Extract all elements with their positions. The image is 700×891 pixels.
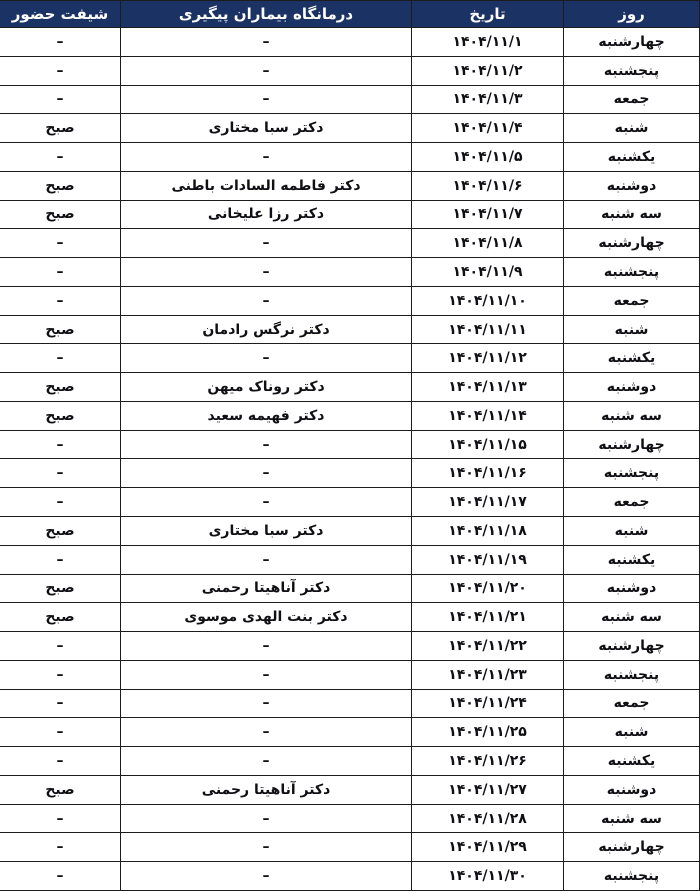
cell-date: ۱۴۰۴/۱۱/۲۹ xyxy=(412,833,564,862)
cell-shift: – xyxy=(0,286,121,315)
cell-shift: صبح xyxy=(0,401,121,430)
table-row xyxy=(0,28,700,57)
table-body xyxy=(0,28,700,891)
cell-clinic: – xyxy=(121,258,412,287)
cell-day: دوشنبه xyxy=(564,373,700,402)
cell-day: چهارشنبه xyxy=(564,229,700,258)
cell-day: یکشنبه xyxy=(564,143,700,172)
cell-date: ۱۴۰۴/۱۱/۲۰ xyxy=(412,574,564,603)
table-row xyxy=(0,804,700,833)
cell-clinic: – xyxy=(121,56,412,85)
cell-clinic: – xyxy=(121,488,412,517)
cell-shift: – xyxy=(0,545,121,574)
cell-shift: – xyxy=(0,229,121,258)
cell-day: سه شنبه xyxy=(564,200,700,229)
cell-date: ۱۴۰۴/۱۱/۱۱ xyxy=(412,315,564,344)
cell-shift: – xyxy=(0,459,121,488)
cell-day: شنبه xyxy=(564,315,700,344)
cell-day: دوشنبه xyxy=(564,775,700,804)
cell-day: پنجشنبه xyxy=(564,258,700,287)
cell-day: چهارشنبه xyxy=(564,833,700,862)
table-row xyxy=(0,574,700,603)
cell-shift: – xyxy=(0,833,121,862)
cell-shift: – xyxy=(0,660,121,689)
table-row xyxy=(0,171,700,200)
table-row xyxy=(0,85,700,114)
cell-clinic: – xyxy=(121,632,412,661)
header-row xyxy=(0,1,700,28)
cell-clinic: دکتر بنت الهدی موسوی xyxy=(121,603,412,632)
cell-day: شنبه xyxy=(564,114,700,143)
cell-clinic: دکتر آناهیتا رحمنی xyxy=(121,775,412,804)
table-row xyxy=(0,315,700,344)
cell-day: سه شنبه xyxy=(564,804,700,833)
cell-clinic: دکتر روناک میهن xyxy=(121,373,412,402)
cell-shift: صبح xyxy=(0,373,121,402)
table-row xyxy=(0,344,700,373)
cell-date: ۱۴۰۴/۱۱/۹ xyxy=(412,258,564,287)
cell-clinic: – xyxy=(121,229,412,258)
cell-date: ۱۴۰۴/۱۱/۱۸ xyxy=(412,517,564,546)
cell-day: دوشنبه xyxy=(564,171,700,200)
cell-shift: – xyxy=(0,85,121,114)
cell-shift: صبح xyxy=(0,574,121,603)
cell-shift: – xyxy=(0,488,121,517)
table-row xyxy=(0,718,700,747)
cell-date: ۱۴۰۴/۱۱/۱۴ xyxy=(412,401,564,430)
cell-shift: – xyxy=(0,56,121,85)
cell-day: پنجشنبه xyxy=(564,56,700,85)
table-row xyxy=(0,401,700,430)
cell-date: ۱۴۰۴/۱۱/۳۰ xyxy=(412,862,564,891)
cell-date: ۱۴۰۴/۱۱/۱ xyxy=(412,28,564,57)
cell-date: ۱۴۰۴/۱۱/۵ xyxy=(412,143,564,172)
table-row xyxy=(0,632,700,661)
cell-shift: – xyxy=(0,718,121,747)
cell-day: چهارشنبه xyxy=(564,28,700,57)
cell-clinic: – xyxy=(121,344,412,373)
table-row xyxy=(0,56,700,85)
cell-clinic: دکتر فاطمه السادات باطنی xyxy=(121,171,412,200)
table-row xyxy=(0,200,700,229)
cell-clinic: – xyxy=(121,718,412,747)
cell-shift: – xyxy=(0,747,121,776)
cell-clinic: – xyxy=(121,689,412,718)
table-row xyxy=(0,660,700,689)
cell-date: ۱۴۰۴/۱۱/۲۳ xyxy=(412,660,564,689)
cell-date: ۱۴۰۴/۱۱/۱۹ xyxy=(412,545,564,574)
cell-date: ۱۴۰۴/۱۱/۲۱ xyxy=(412,603,564,632)
cell-shift: صبح xyxy=(0,200,121,229)
cell-day: جمعه xyxy=(564,488,700,517)
table-row xyxy=(0,862,700,891)
table-row xyxy=(0,689,700,718)
table-row xyxy=(0,833,700,862)
cell-day: جمعه xyxy=(564,689,700,718)
cell-shift: صبح xyxy=(0,114,121,143)
cell-shift: – xyxy=(0,143,121,172)
cell-day: سه شنبه xyxy=(564,401,700,430)
cell-date: ۱۴۰۴/۱۱/۱۶ xyxy=(412,459,564,488)
cell-date: ۱۴۰۴/۱۱/۷ xyxy=(412,200,564,229)
table-row xyxy=(0,114,700,143)
cell-day: جمعه xyxy=(564,286,700,315)
cell-date: ۱۴۰۴/۱۱/۸ xyxy=(412,229,564,258)
cell-day: چهارشنبه xyxy=(564,430,700,459)
cell-day: یکشنبه xyxy=(564,747,700,776)
table-row xyxy=(0,747,700,776)
cell-shift: – xyxy=(0,632,121,661)
col-header-date: تاریخ xyxy=(412,1,564,28)
cell-day: یکشنبه xyxy=(564,545,700,574)
cell-shift: صبح xyxy=(0,315,121,344)
table-row xyxy=(0,373,700,402)
cell-clinic: – xyxy=(121,545,412,574)
cell-clinic: دکتر رزا علیخانی xyxy=(121,200,412,229)
cell-clinic: دکتر سبا مختاری xyxy=(121,114,412,143)
cell-date: ۱۴۰۴/۱۱/۲۴ xyxy=(412,689,564,718)
cell-day: چهارشنبه xyxy=(564,632,700,661)
cell-shift: – xyxy=(0,28,121,57)
table-row xyxy=(0,286,700,315)
cell-shift: – xyxy=(0,689,121,718)
cell-shift: – xyxy=(0,258,121,287)
cell-day: یکشنبه xyxy=(564,344,700,373)
cell-date: ۱۴۰۴/۱۱/۴ xyxy=(412,114,564,143)
cell-clinic: – xyxy=(121,747,412,776)
cell-clinic: – xyxy=(121,862,412,891)
cell-shift: – xyxy=(0,344,121,373)
cell-day: دوشنبه xyxy=(564,574,700,603)
cell-date: ۱۴۰۴/۱۱/۱۳ xyxy=(412,373,564,402)
cell-date: ۱۴۰۴/۱۱/۲۸ xyxy=(412,804,564,833)
cell-date: ۱۴۰۴/۱۱/۱۵ xyxy=(412,430,564,459)
cell-clinic: – xyxy=(121,804,412,833)
table-row xyxy=(0,488,700,517)
table-row xyxy=(0,430,700,459)
cell-clinic: دکتر سبا مختاری xyxy=(121,517,412,546)
cell-day: پنجشنبه xyxy=(564,862,700,891)
cell-clinic: دکتر فهیمه سعید xyxy=(121,401,412,430)
cell-clinic: – xyxy=(121,430,412,459)
table-row xyxy=(0,143,700,172)
cell-shift: صبح xyxy=(0,775,121,804)
cell-clinic: – xyxy=(121,459,412,488)
col-header-day: روز xyxy=(564,1,700,28)
table-row xyxy=(0,545,700,574)
cell-shift: – xyxy=(0,862,121,891)
cell-clinic: دکتر آناهیتا رحمنی xyxy=(121,574,412,603)
cell-date: ۱۴۰۴/۱۱/۲۷ xyxy=(412,775,564,804)
table-row xyxy=(0,459,700,488)
cell-shift: صبح xyxy=(0,603,121,632)
cell-date: ۱۴۰۴/۱۱/۲۶ xyxy=(412,747,564,776)
col-header-shift: شیفت حضور xyxy=(0,1,121,28)
cell-date: ۱۴۰۴/۱۱/۶ xyxy=(412,171,564,200)
cell-clinic: – xyxy=(121,286,412,315)
cell-clinic: دکتر نرگس رادمان xyxy=(121,315,412,344)
cell-shift: – xyxy=(0,804,121,833)
table-header xyxy=(0,1,700,28)
cell-day: شنبه xyxy=(564,517,700,546)
cell-clinic: – xyxy=(121,833,412,862)
col-header-clinic: درمانگاه بیماران پیگیری xyxy=(121,1,412,28)
cell-clinic: – xyxy=(121,143,412,172)
cell-shift: صبح xyxy=(0,517,121,546)
table-row xyxy=(0,229,700,258)
cell-date: ۱۴۰۴/۱۱/۲۵ xyxy=(412,718,564,747)
cell-shift: – xyxy=(0,430,121,459)
cell-date: ۱۴۰۴/۱۱/۱۰ xyxy=(412,286,564,315)
table-row xyxy=(0,603,700,632)
cell-day: پنجشنبه xyxy=(564,660,700,689)
cell-date: ۱۴۰۴/۱۱/۳ xyxy=(412,85,564,114)
cell-clinic: – xyxy=(121,28,412,57)
cell-clinic: – xyxy=(121,660,412,689)
cell-day: جمعه xyxy=(564,85,700,114)
table-row xyxy=(0,775,700,804)
cell-shift: صبح xyxy=(0,171,121,200)
cell-date: ۱۴۰۴/۱۱/۲۲ xyxy=(412,632,564,661)
cell-day: پنجشنبه xyxy=(564,459,700,488)
cell-date: ۱۴۰۴/۱۱/۱۲ xyxy=(412,344,564,373)
cell-day: سه شنبه xyxy=(564,603,700,632)
table-row xyxy=(0,517,700,546)
cell-date: ۱۴۰۴/۱۱/۱۷ xyxy=(412,488,564,517)
cell-clinic: – xyxy=(121,85,412,114)
cell-day: شنبه xyxy=(564,718,700,747)
cell-date: ۱۴۰۴/۱۱/۲ xyxy=(412,56,564,85)
table-row xyxy=(0,258,700,287)
